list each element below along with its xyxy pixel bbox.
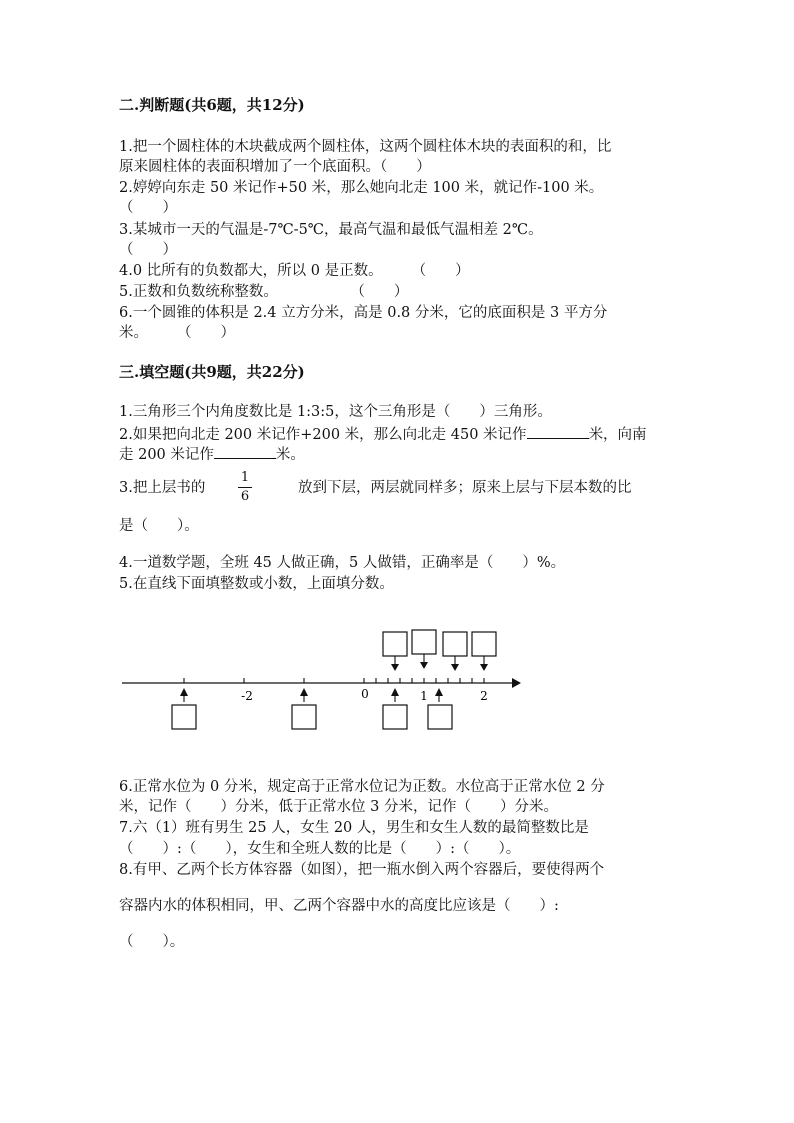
down-arrow-icon: [451, 664, 459, 671]
fill-q2-text-c: 走 200 米记作: [119, 447, 214, 463]
fill-q2-line2: [119, 444, 305, 465]
number-line-figure: [0, 620, 794, 735]
fill-q6-line2: 米，记作（ ）分米，低于正常水位 3 分米，记作（ ）分米。: [119, 799, 558, 815]
fill-q1: 1.三角形三个内角度数比是 1:3:5，这个三角形是（ ）三角形。: [119, 404, 552, 420]
fraction-numerator: 1: [240, 470, 250, 485]
answer-blank[interactable]: [527, 424, 589, 439]
fill-q2-text-b: 米，向南: [588, 427, 647, 443]
up-arrow-icon: [435, 688, 443, 696]
fill-q7-line2: （ ）:（ ），女生和全班人数的比是（ ）:（ ）。: [119, 841, 521, 857]
tick-label-neg2: -2: [241, 689, 253, 703]
judge-q3-line2[interactable]: （ ）: [119, 242, 177, 258]
down-arrow-icon: [420, 662, 428, 669]
judge-q5: 5.正数和负数统称整数。 （ ）: [119, 284, 409, 300]
up-arrows: [180, 688, 443, 702]
section3-heading: 三.填空题(共9题，共22分): [119, 363, 305, 381]
fill-q3-part1: 3.把上层书的: [119, 480, 206, 496]
judge-q6-line1: 6.一个圆锥的体积是 2.4 立方分米，高是 0.8 分米，它的底面积是 3 平方分: [119, 305, 608, 321]
fill-q3-part2: 放到下层，两层就同样多；原来上层与下层本数的比: [298, 480, 632, 496]
fraction-denominator: 6: [240, 489, 250, 504]
lower-answer-box[interactable]: [383, 705, 407, 729]
upper-answer-box[interactable]: [412, 630, 436, 654]
fill-q5: 5.在直线下面填整数或小数，上面填分数。: [119, 576, 394, 592]
tick-label-2: 2: [480, 689, 488, 703]
fraction-bar: [238, 487, 252, 488]
judge-q2-line2[interactable]: （ ）: [119, 200, 177, 216]
fill-q2-text-a: 2.如果把向北走 200 米记作+200 米，那么向北走 450 米记作: [119, 427, 527, 443]
down-arrow-icon: [391, 664, 399, 671]
upper-answer-box[interactable]: [472, 632, 496, 656]
fill-q2-text-d: 米。: [275, 447, 305, 463]
upper-answer-boxes: [383, 630, 496, 656]
up-arrow-icon: [391, 688, 399, 696]
lower-answer-box[interactable]: [292, 705, 316, 729]
axis-arrow-icon: [512, 678, 521, 688]
lower-answer-box[interactable]: [172, 705, 196, 729]
lower-answer-boxes: [172, 705, 452, 729]
upper-answer-box[interactable]: [383, 632, 407, 656]
fill-q8-line3: （ ）。: [119, 934, 185, 950]
fill-q3-line2: 是（ ）。: [119, 518, 199, 534]
fill-q6-line1: 6.正常水位为 0 分米，规定高于正常水位记为正数。水位高于正常水位 2 分: [119, 779, 605, 795]
fraction: [238, 470, 252, 505]
fill-q7-line1: 7.六（1）班有男生 25 人，女生 20 人，男生和女生人数的最简整数比是: [119, 820, 589, 836]
judge-q4: 4.0 比所有的负数都大，所以 0 是正数。 （ ）: [119, 263, 470, 279]
judge-q3-line1: 3.某城市一天的气温是-7℃-5℃，最高气温和最低气温相差 2℃。: [119, 222, 543, 238]
down-arrow-icon: [480, 664, 488, 671]
answer-blank[interactable]: [214, 444, 276, 459]
up-arrow-icon: [300, 688, 308, 696]
judge-q2-line1: 2.婷婷向东走 50 米记作+50 米，那么她向北走 100 米，就记作-100 米。: [119, 180, 604, 196]
fill-q8-line1: 8.有甲、乙两个长方体容器（如图），把一瓶水倒入两个容器后，要使得两个: [119, 862, 605, 878]
judge-q6-line2: 米。 （ ）: [119, 325, 235, 341]
tick-label-1: 1: [420, 689, 428, 703]
fill-q8-line2: 容器内水的体积相同，甲、乙两个容器中水的高度比应该是（ ）:: [119, 898, 559, 914]
up-arrow-icon: [180, 688, 188, 696]
upper-answer-box[interactable]: [443, 632, 467, 656]
fill-q2-line1: [119, 424, 647, 445]
judge-q1-line1: 1.把一个圆柱体的木块截成两个圆柱体，这两个圆柱体木块的表面积的和，比: [119, 139, 612, 155]
lower-answer-box[interactable]: [428, 705, 452, 729]
tick-label-0: 0: [361, 687, 369, 701]
fill-q4: 4.一道数学题，全班 45 人做正确，5 人做错，正确率是（ ）%。: [119, 555, 566, 571]
axis-ticks: [184, 678, 484, 683]
section2-heading: 二.判断题(共6题，共12分): [119, 96, 305, 114]
judge-q1-line2: 原来圆柱体的表面积增加了一个底面积。（ ）: [119, 159, 431, 175]
